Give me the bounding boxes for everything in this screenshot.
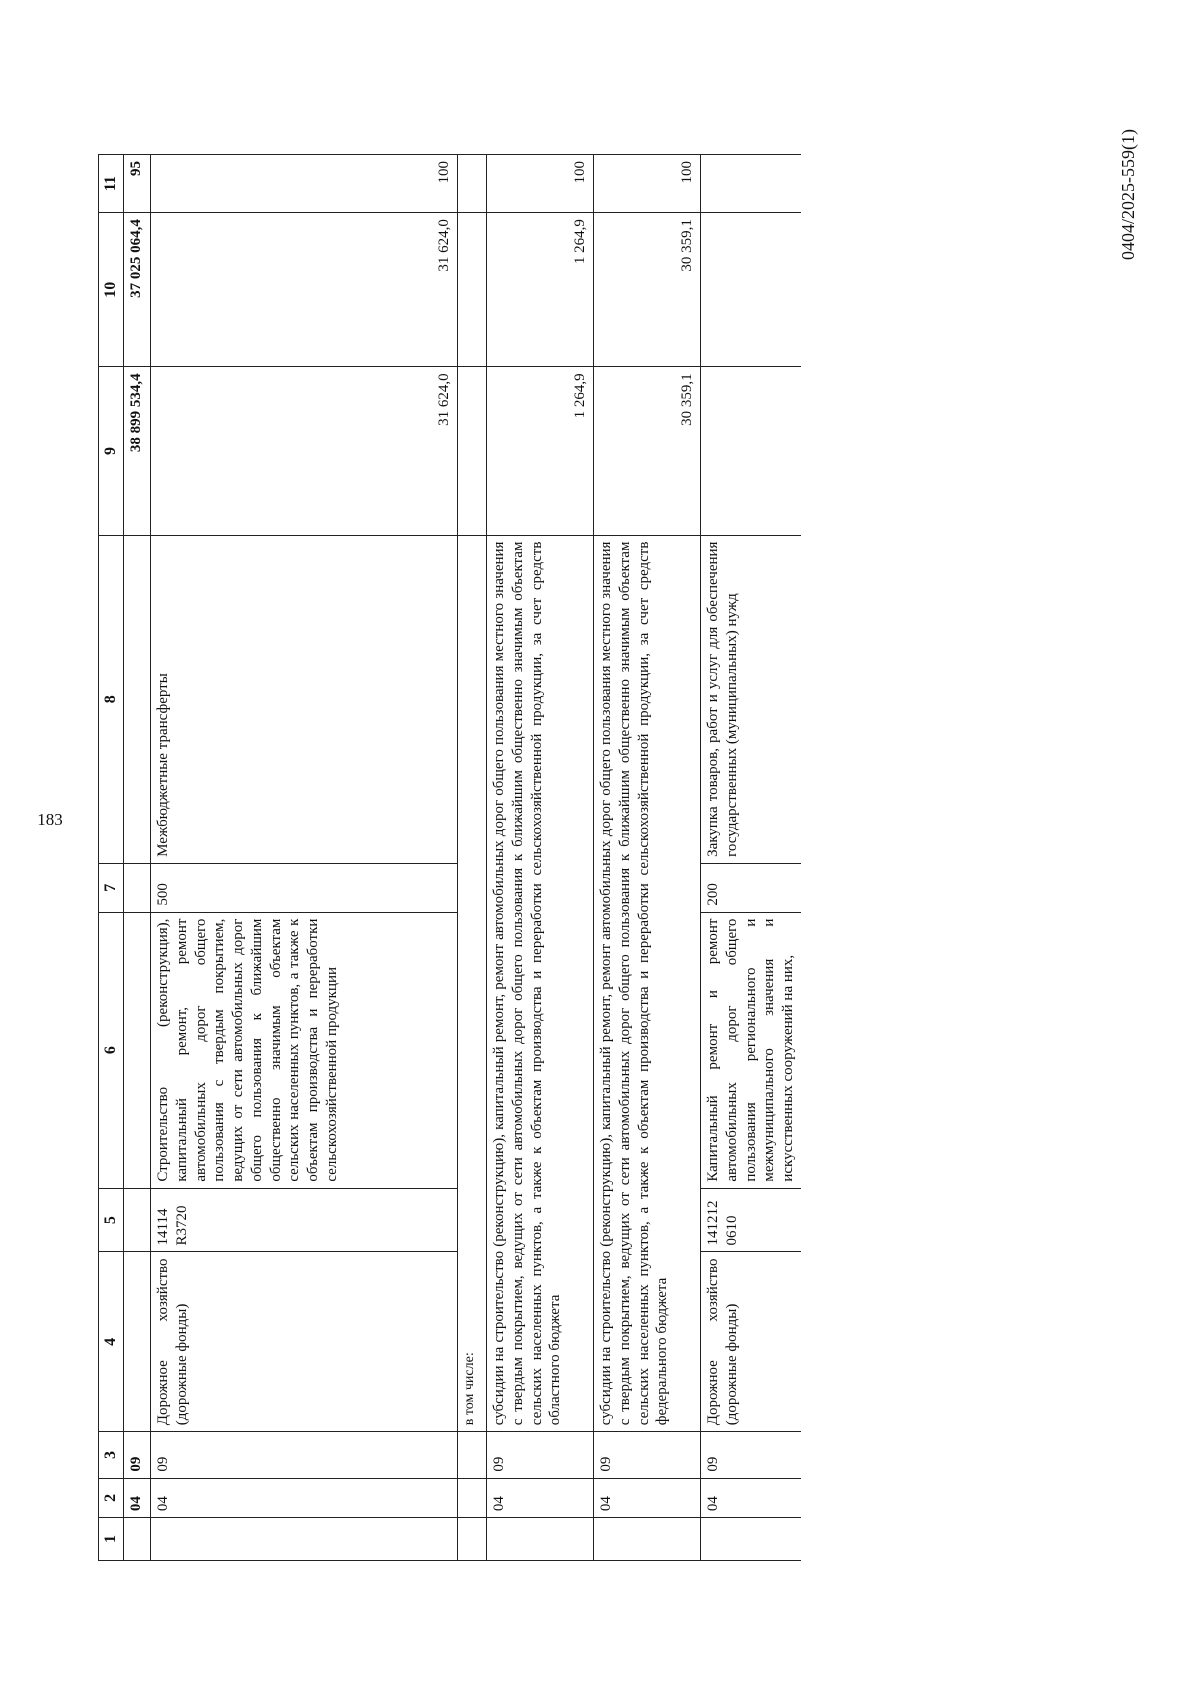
table-row-main — [151, 155, 458, 1561]
cell-empty — [458, 1432, 487, 1478]
cell-percent: 100 — [594, 155, 701, 213]
cell-planned-total: 38 899 534,4 — [124, 367, 151, 535]
cell-subsection: 09 — [124, 1432, 151, 1478]
rotated-page-content — [0, 47, 1200, 1697]
col-header-8: 8 — [99, 535, 124, 863]
cell-section: 04 — [487, 1478, 594, 1517]
cell-actual: 30 359,1 — [594, 213, 701, 367]
table-row-subsidy-federal — [594, 155, 701, 1561]
cell-subsection: 09 — [594, 1432, 701, 1478]
total-row — [124, 155, 151, 1561]
including-label: в том числе: — [458, 535, 487, 1432]
cell-actual-total: 37 025 064,4 — [124, 213, 151, 367]
cell-empty — [458, 213, 487, 367]
table-row-capital-repair — [701, 155, 801, 1561]
cell-actual: 1 264,9 — [487, 213, 594, 367]
cell-section-name: Дорожное хозяйство (дорожные фонды) — [701, 1252, 801, 1432]
cell-empty — [124, 863, 151, 912]
cell-planned: 31 624,0 — [151, 367, 458, 535]
cell-empty — [458, 1518, 487, 1561]
cell-target-code: 14114 R3720 — [151, 1188, 458, 1252]
cell-section: 04 — [701, 1478, 801, 1517]
col-header-9: 9 — [99, 367, 124, 535]
cell-actual: 31 624,0 — [151, 213, 458, 367]
cell-expense-type-code: 200 — [701, 863, 801, 912]
cell-empty — [701, 213, 801, 367]
cell-subsidy-description: субсидии на строительство (реконструкцию), капитальный ремонт, ремонт автомобильных дорог общего пользования местного значения с твердым покрытием, ведущих от сети автомобильных дорог общего пользования к ближайшим общественно значимым объектам сельских населенных пунктов, а также к объектам производства и переработки сельскохозяйственной продукции, за счет средств областного бюджета — [487, 535, 594, 1432]
cell-empty — [458, 367, 487, 535]
col-header-3: 3 — [99, 1432, 124, 1478]
cell-subsection: 09 — [701, 1432, 801, 1478]
cell-empty — [458, 1478, 487, 1517]
cell-expense-type-code: 500 — [151, 863, 458, 912]
document-code: 0404/2025-559(1) — [1118, 129, 1138, 260]
cell-target-code: 141212 0610 — [701, 1188, 801, 1252]
cell-empty — [124, 535, 151, 863]
cell-section: 04 — [151, 1478, 458, 1517]
cell-planned: 1 264,9 — [487, 367, 594, 535]
table-row-including — [458, 155, 487, 1561]
cell-percent: 100 — [487, 155, 594, 213]
cell-empty — [701, 367, 801, 535]
cell-empty — [124, 1252, 151, 1432]
table-row-subsidy-regional — [487, 155, 594, 1561]
page-number: 183 — [37, 810, 63, 829]
cell-section: 04 — [124, 1478, 151, 1517]
cell-expense-type-name: Межбюджетные трансферты — [151, 535, 458, 863]
cell-target-name: Строительство (реконструкция), капитальный ремонт, ремонт автомобильных дорог общего пользования с твердым покрытием, ведущих от сети автомобильных дорог общего пользования к ближайшим общественно значимым объектам сельских населенных пунктов, а также к объектам производства и переработки сельскохозяйственной продукции — [151, 912, 458, 1188]
col-header-2: 2 — [99, 1478, 124, 1517]
cell-empty — [151, 1518, 458, 1561]
table-header-row — [99, 155, 124, 1561]
cell-empty — [594, 1518, 701, 1561]
col-header-7: 7 — [99, 863, 124, 912]
col-header-4: 4 — [99, 1252, 124, 1432]
col-header-5: 5 — [99, 1188, 124, 1252]
cell-section: 04 — [594, 1478, 701, 1517]
col-header-10: 10 — [99, 213, 124, 367]
cell-subsection: 09 — [151, 1432, 458, 1478]
cell-percent: 100 — [151, 155, 458, 213]
cell-empty — [701, 155, 801, 213]
cell-planned: 30 359,1 — [594, 367, 701, 535]
cell-subsidy-description: субсидии на строительство (реконструкцию), капитальный ремонт, ремонт автомобильных дорог общего пользования местного значения с твердым покрытием, ведущих от сети автомобильных дорог общего пользования к ближайшим общественно значимым объектам сельских населенных пунктов, а также к объектам производства и переработки сельскохозяйственной продукции, за счет средств федерального бюджета — [594, 535, 701, 1432]
budget-table — [98, 154, 801, 1561]
cell-empty — [701, 1518, 801, 1561]
cell-empty — [124, 912, 151, 1188]
cell-percent-total: 95 — [124, 155, 151, 213]
cell-empty — [124, 1188, 151, 1252]
cell-expense-type-name: Закупка товаров, работ и услуг для обеспечения государственных (муниципальных) нужд — [701, 535, 801, 863]
cell-target-name: Капитальный ремонт и ремонт автомобильных дорог общего пользования регионального и межмуниципального значения и искусственных сооружений на них, — [701, 912, 801, 1188]
col-header-6: 6 — [99, 912, 124, 1188]
col-header-1: 1 — [99, 1518, 124, 1561]
cell-subsection: 09 — [487, 1432, 594, 1478]
cell-empty — [124, 1518, 151, 1561]
cell-section-name: Дорожное хозяйство (дорожные фонды) — [151, 1252, 458, 1432]
cell-empty — [458, 155, 487, 213]
col-header-11: 11 — [99, 155, 124, 213]
cell-empty — [487, 1518, 594, 1561]
